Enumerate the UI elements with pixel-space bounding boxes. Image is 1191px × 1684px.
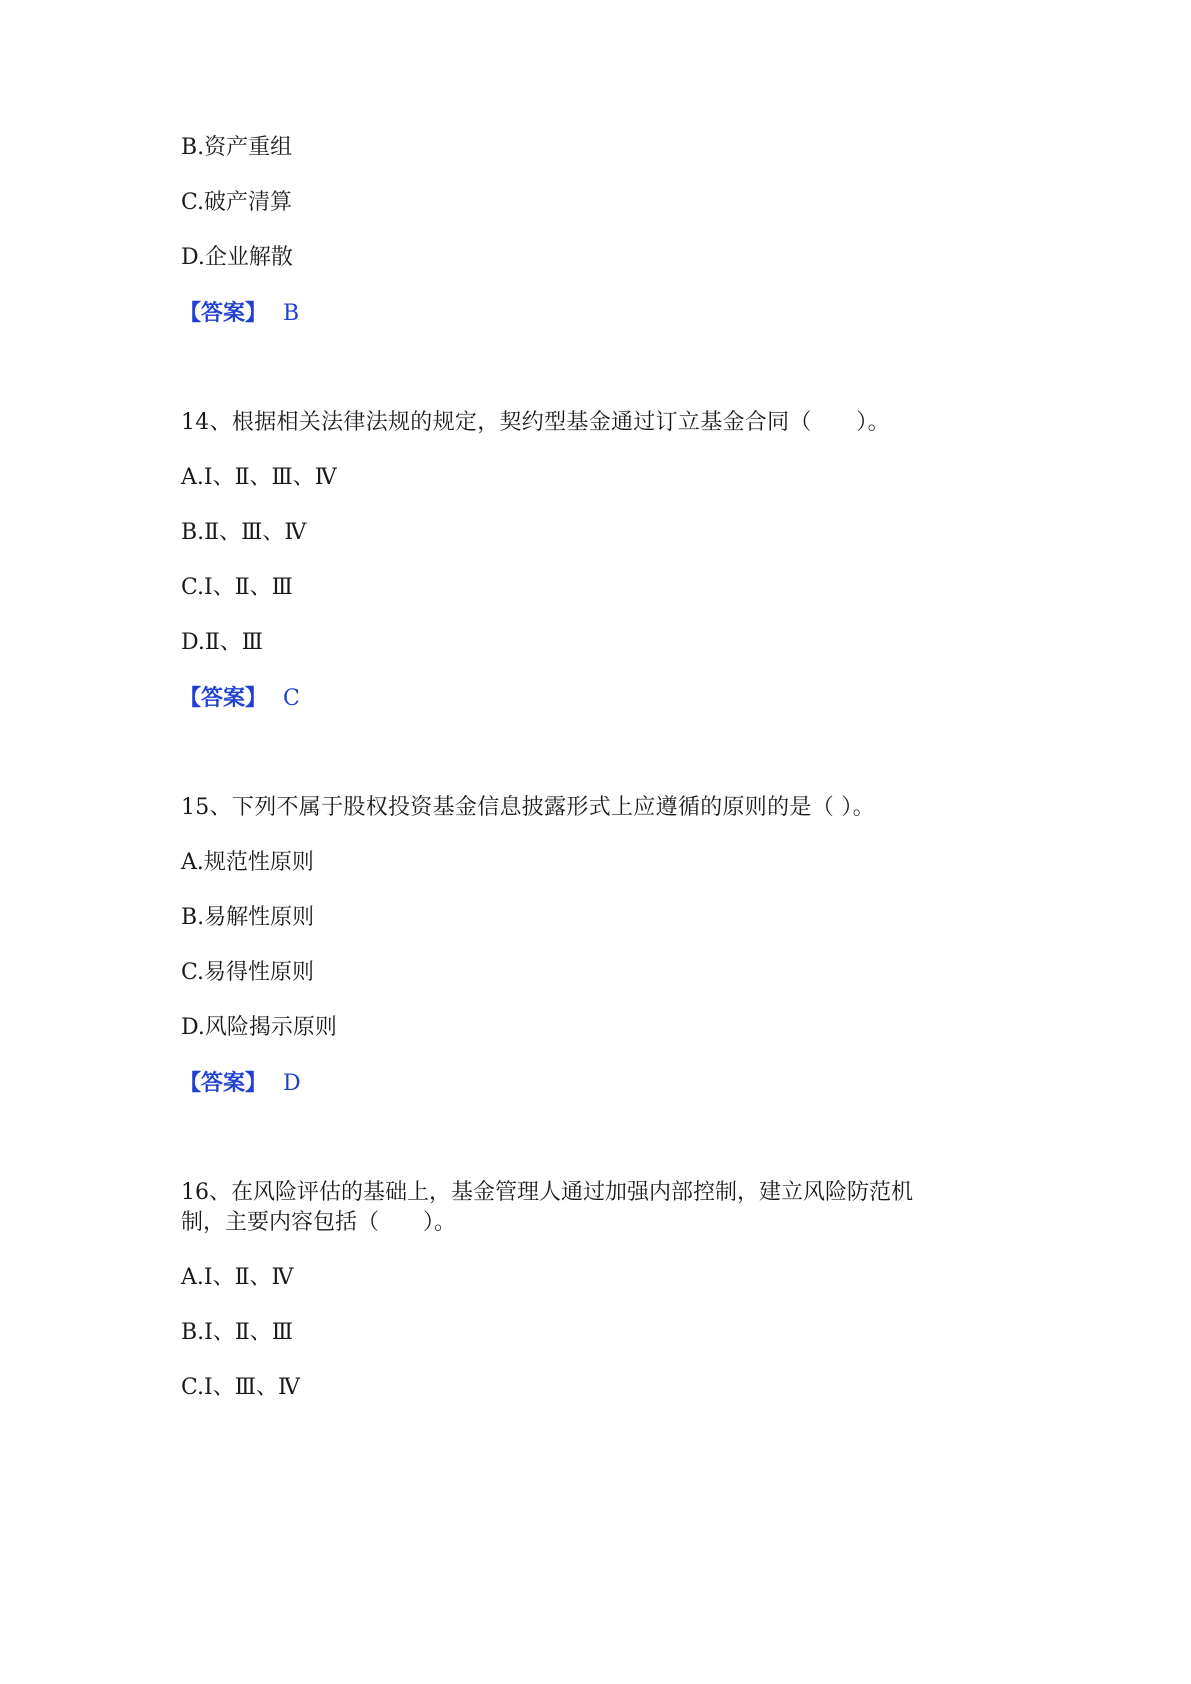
q14-option-a: A.Ⅰ、Ⅱ、Ⅲ、Ⅳ <box>181 465 337 490</box>
answer-label: 【答案】 <box>179 685 268 711</box>
q15-stem: 15、下列不属于股权投资基金信息披露形式上应遵循的原则的是（ ）。 <box>181 795 875 820</box>
q16-stem-line1: 16、在风险评估的基础上，基金管理人通过加强内部控制，建立风险防范机 <box>181 1180 913 1205</box>
q16-stem-line2: 制，主要内容包括（ ）。 <box>181 1210 457 1235</box>
answer-label: 【答案】 <box>179 300 268 326</box>
q14-answer <box>179 683 300 714</box>
answer-label: 【答案】 <box>179 1070 268 1096</box>
q15-answer <box>179 1068 301 1099</box>
q16-option-c: C.Ⅰ、Ⅲ、Ⅳ <box>181 1375 300 1400</box>
q15-option-d: D.风险揭示原则 <box>181 1015 337 1040</box>
prev-option-c: C.破产清算 <box>181 190 293 215</box>
answer-letter: B <box>283 301 300 326</box>
q14-stem: 14、根据相关法律法规的规定，契约型基金通过订立基金合同（ ）。 <box>181 410 890 435</box>
q14-option-d: D.Ⅱ、Ⅲ <box>181 630 264 655</box>
q16-option-b: B.Ⅰ、Ⅱ、Ⅲ <box>181 1320 294 1345</box>
q14-option-b: B.Ⅱ、Ⅲ、Ⅳ <box>181 520 307 545</box>
q16-option-a: A.Ⅰ、Ⅱ、Ⅳ <box>181 1265 294 1290</box>
q15-option-c: C.易得性原则 <box>181 960 315 985</box>
prev-option-d: D.企业解散 <box>181 245 293 270</box>
prev-answer <box>179 298 299 329</box>
q14-option-c: C.Ⅰ、Ⅱ、Ⅲ <box>181 575 293 600</box>
answer-letter: D <box>283 1071 301 1096</box>
q15-option-b: B.易解性原则 <box>181 905 315 930</box>
q15-option-a: A.规范性原则 <box>181 850 314 875</box>
answer-letter: C <box>283 686 300 711</box>
prev-option-b: B.资产重组 <box>181 135 293 160</box>
